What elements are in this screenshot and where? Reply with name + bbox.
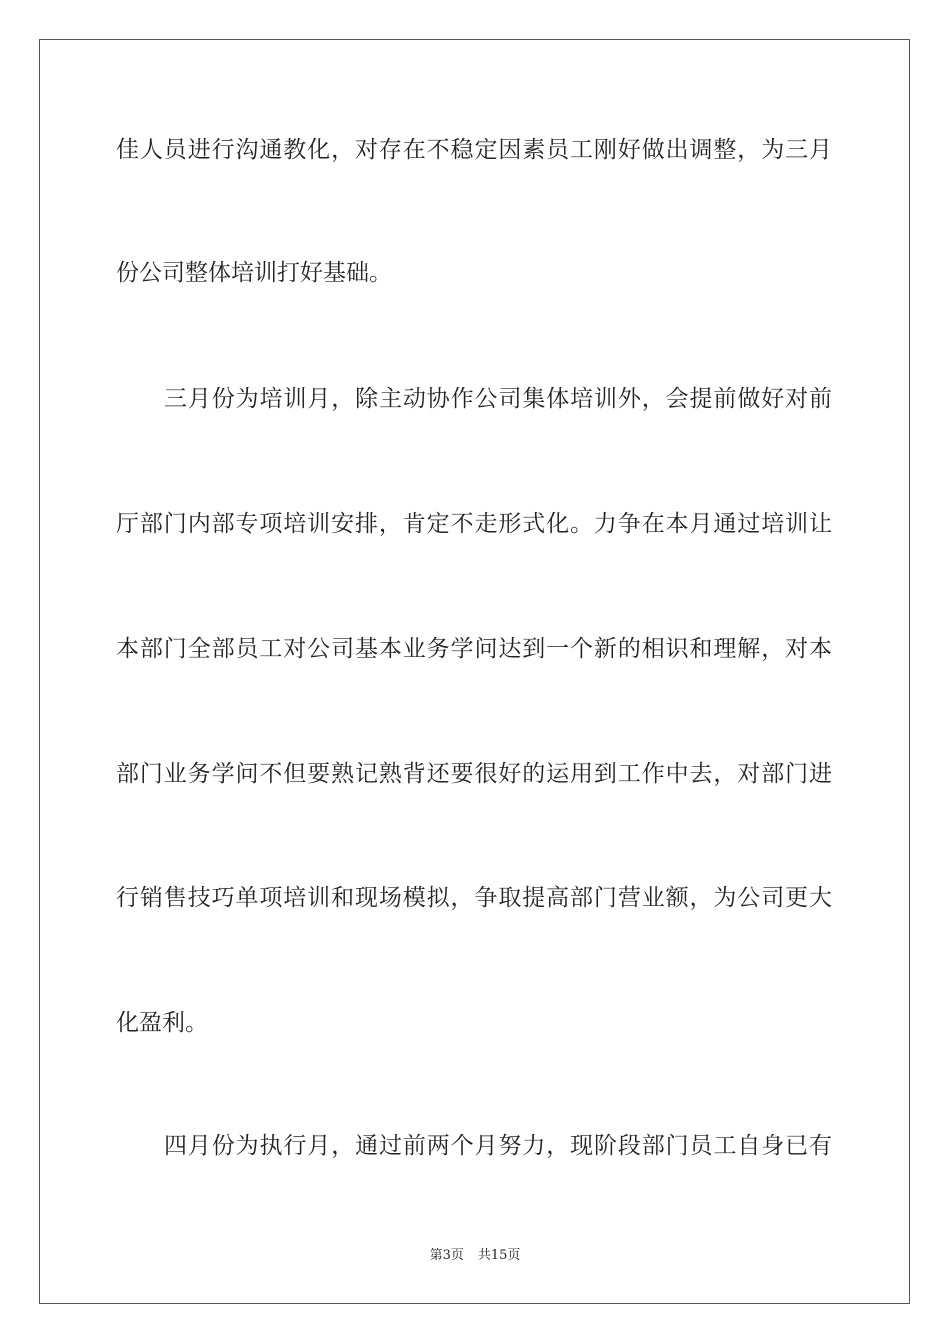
text-line: 四月份为执行月，通过前两个月努力，现阶段部门员工自身已有 <box>164 1133 832 1159</box>
text-line: 部门业务学问不但要熟记熟背还要很好的运用到工作中去，对部门进 <box>116 761 832 787</box>
text-line: 行销售技巧单项培训和现场模拟，争取提高部门营业额，为公司更大 <box>116 885 832 911</box>
page-footer <box>0 1247 950 1265</box>
page-border <box>39 39 910 1304</box>
page-number: 第3页 <box>429 1248 464 1263</box>
text-line: 三月份为培训月，除主动协作公司集体培训外，会提前做好对前 <box>164 386 832 412</box>
text-line: 佳人员进行沟通教化，对存在不稳定因素员工刚好做出调整，为三月 <box>116 137 832 163</box>
text-line: 化盈利。 <box>116 1010 208 1036</box>
text-line: 本部门全部员工对公司基本业务学问达到一个新的相识和理解，对本 <box>116 636 832 662</box>
text-line: 份公司整体培训打好基础。 <box>116 260 392 286</box>
text-line: 厅部门内部专项培训安排，肯定不走形式化。力争在本月通过培训让 <box>116 511 832 537</box>
page-total: 共15页 <box>477 1248 521 1263</box>
